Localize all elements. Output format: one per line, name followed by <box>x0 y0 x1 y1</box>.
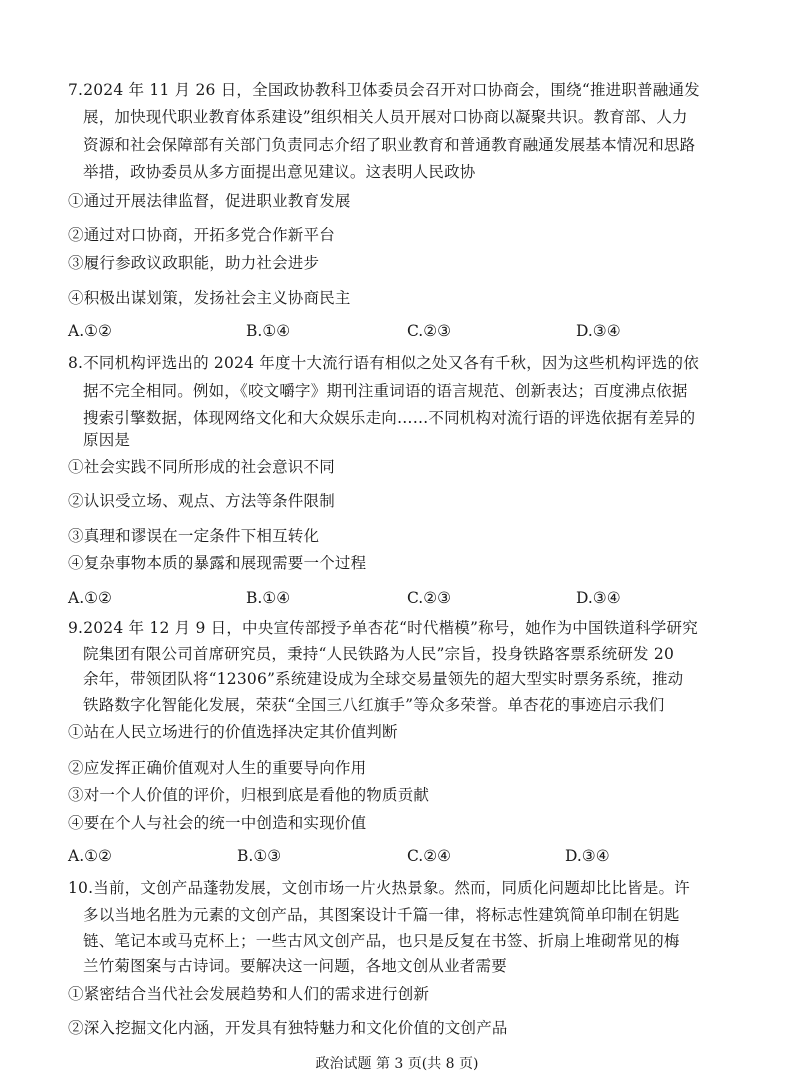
q10-statement-1: ①紧密结合当代社会发展趋势和人们的需求进行创新 <box>68 985 430 1003</box>
q9-stem-line-1: 9.2024 年 12 月 9 日，中央宣传部授予单杏花“时代楷模”称号，她作为中国铁道科学研究 <box>68 619 698 637</box>
q7-stem-line-1: 7.2024 年 11 月 26 日，全国政协教科卫体委员会召开对口协商会，围绕“推进职普融通发 <box>68 81 700 99</box>
q9-statement-4: ④要在个人与社会的统一中创造和实现价值 <box>68 814 367 832</box>
q9-choice-a: A.①② <box>68 847 112 865</box>
q9-statement-3: ③对一个人价值的评价，归根到底是看他的物质贡献 <box>68 786 430 804</box>
q8-stem-line-2: 据不完全相同。例如，《咬文嚼字》期刊注重词语的语言规范、创新表达；百度沸点依据 <box>83 382 688 400</box>
q9-statement-2: ②应发挥正确价值观对人生的重要导向作用 <box>68 759 367 777</box>
q9-choice-b: B.①③ <box>237 847 282 865</box>
q8-choice-b: B.①④ <box>246 589 291 607</box>
q7-statement-2: ②通过对口协商，开拓多党合作新平台 <box>68 226 335 244</box>
q9-stem-line-2: 院集团有限公司首席研究员，秉持“人民铁路为人民”宗旨，投身铁路客票系统研发 20 <box>83 645 675 663</box>
q10-stem-line-1: 10.当前，文创产品蓬勃发展，文创市场一片火热景象。然而，同质化问题却比比皆是。许 <box>68 879 690 897</box>
q10-statement-2: ②深入挖掘文化内涵，开发具有独特魅力和文化价值的文创产品 <box>68 1019 508 1037</box>
q9-stem-line-4: 铁路数字化智能化发展，荣获“全国三八红旗手”等众多荣誉。单杏花的事迹启示我们 <box>83 696 665 714</box>
q7-statement-4: ④积极出谋划策，发扬社会主义协商民主 <box>68 289 351 307</box>
q8-stem-line-1: 8.不同机构评选出的 2024 年度十大流行语有相似之处又各有千秋，因为这些机构评选的依 <box>68 354 699 372</box>
q7-stem-line-3: 资源和社会保障部有关部门负责同志介绍了职业教育和普通教育融通发展基本情况和思路 <box>83 136 696 154</box>
q10-stem-line-4: 兰竹菊图案与古诗词。要解决这一问题，各地文创从业者需要 <box>83 957 507 975</box>
q8-statement-4: ④复杂事物本质的暴露和展现需要一个过程 <box>68 554 367 572</box>
q8-statement-3: ③真理和谬误在一定条件下相互转化 <box>68 527 320 545</box>
q8-statement-2: ②认识受立场、观点、方法等条件限制 <box>68 492 335 510</box>
q8-choice-d: D.③④ <box>576 589 621 607</box>
q7-statement-1: ①通过开展法律监督，促进职业教育发展 <box>68 192 351 210</box>
q7-choice-b: B.①④ <box>246 322 291 340</box>
q9-statement-1: ①站在人民立场进行的价值选择决定其价值判断 <box>68 723 398 741</box>
q9-choice-d: D.③④ <box>565 847 610 865</box>
q10-stem-line-3: 链、笔记本或马克杯上；一些古风文创产品，也只是反复在书签、折扇上堆砌常见的梅 <box>83 932 680 950</box>
q9-choice-c: C.②④ <box>407 847 452 865</box>
q8-stem-line-3: 搜索引擎数据，体现网络文化和大众娱乐走向……不同机构对流行语的评选依据有差异的 <box>83 409 696 427</box>
q8-choice-a: A.①② <box>68 589 112 607</box>
q7-choice-c: C.②③ <box>407 322 452 340</box>
q9-stem-line-3: 余年，带领团队将“12306”系统建设成为全球交易量领先的超大型实时票务系统，推动 <box>83 670 684 688</box>
q8-stem-line-4: 原因是 <box>83 431 131 449</box>
q7-statement-3: ③履行参政议政职能，助力社会进步 <box>68 254 320 272</box>
q7-choice-a: A.①② <box>68 322 112 340</box>
q8-choice-c: C.②③ <box>407 589 452 607</box>
q7-choice-d: D.③④ <box>576 322 621 340</box>
q7-stem-line-4: 举措，政协委员从多方面提出意见建议。这表明人民政协 <box>83 163 476 181</box>
q8-statement-1: ①社会实践不同所形成的社会意识不同 <box>68 458 335 476</box>
page-footer: 政治试题 第 3 页(共 8 页) <box>315 1056 479 1072</box>
q7-stem-line-2: 展，加快现代职业教育体系建设”组织相关人员开展对口协商以凝聚共识。教育部、人力 <box>83 108 688 126</box>
q10-stem-line-2: 多以当地名胜为元素的文创产品，其图案设计千篇一律，将标志性建筑简单印制在钥匙 <box>83 906 680 924</box>
